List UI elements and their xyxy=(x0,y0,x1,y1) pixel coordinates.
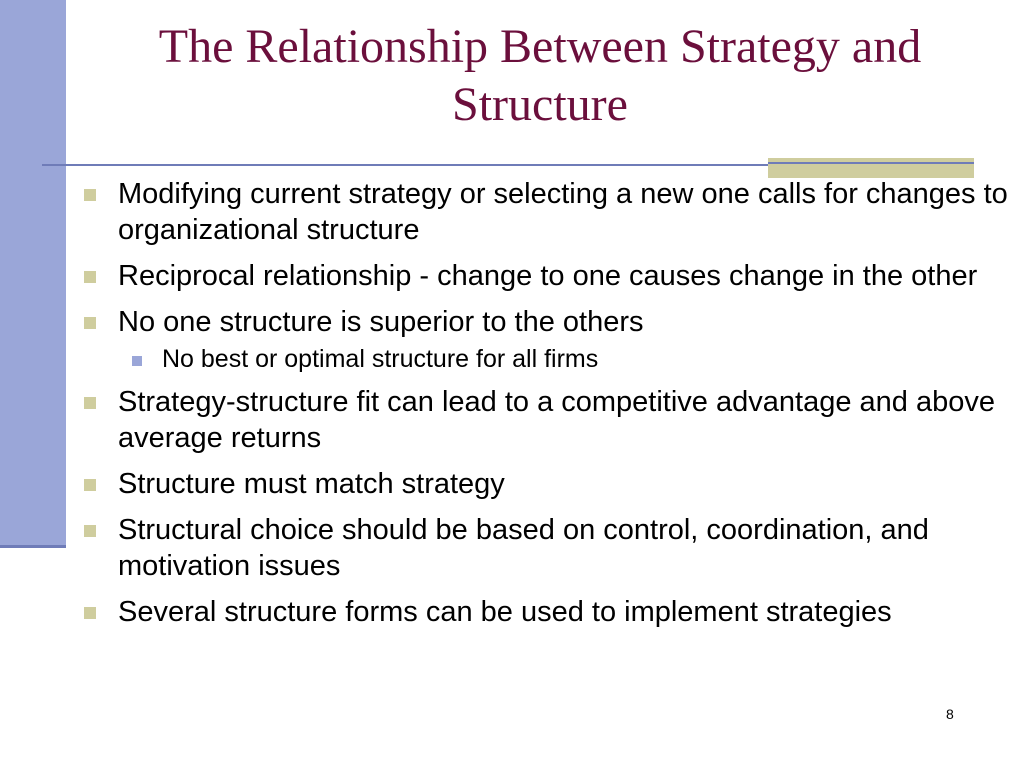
square-bullet-icon xyxy=(84,479,96,491)
slide-title-line2: Structure xyxy=(452,78,628,131)
sub-bullet-item xyxy=(80,344,1010,374)
slide-title-line1: The Relationship Between Strategy and xyxy=(158,20,922,73)
slide-title xyxy=(80,18,1000,134)
bullet-text: Reciprocal relationship - change to one causes change in the other xyxy=(118,260,978,292)
bullet-item xyxy=(80,258,1010,294)
bullet-list xyxy=(80,176,1010,640)
bullet-text: Structural choice should be based on control, coordination, and motivation issues xyxy=(118,514,929,582)
square-bullet-icon xyxy=(84,271,96,283)
bullet-text: No one structure is superior to the others xyxy=(118,306,644,338)
bullet-text: Several structure forms can be used to implement strategies xyxy=(118,596,892,628)
bullet-item xyxy=(80,384,1010,456)
sub-bullet-text: No best or optimal structure for all firms xyxy=(162,345,599,373)
accent-block xyxy=(768,158,974,178)
bullet-text: Strategy-structure fit can lead to a competitive advantage and above average returns xyxy=(118,386,995,454)
square-bullet-icon xyxy=(84,189,96,201)
square-bullet-icon xyxy=(84,317,96,329)
bullet-item xyxy=(80,466,1010,502)
bullet-item xyxy=(80,594,1010,630)
square-bullet-icon xyxy=(84,397,96,409)
square-bullet-icon xyxy=(84,607,96,619)
bullet-item xyxy=(80,304,1010,340)
page-number: 8 xyxy=(946,706,954,722)
side-decoration-shadow xyxy=(0,545,66,548)
bullet-text: Modifying current strategy or selecting a new one calls for changes to organizational structure xyxy=(118,178,1008,246)
bullet-item xyxy=(80,176,1010,248)
square-sub-bullet-icon xyxy=(132,356,142,366)
bullet-item xyxy=(80,512,1010,584)
bullet-text: Structure must match strategy xyxy=(118,468,505,500)
side-decoration-bar xyxy=(0,0,66,545)
square-bullet-icon xyxy=(84,525,96,537)
